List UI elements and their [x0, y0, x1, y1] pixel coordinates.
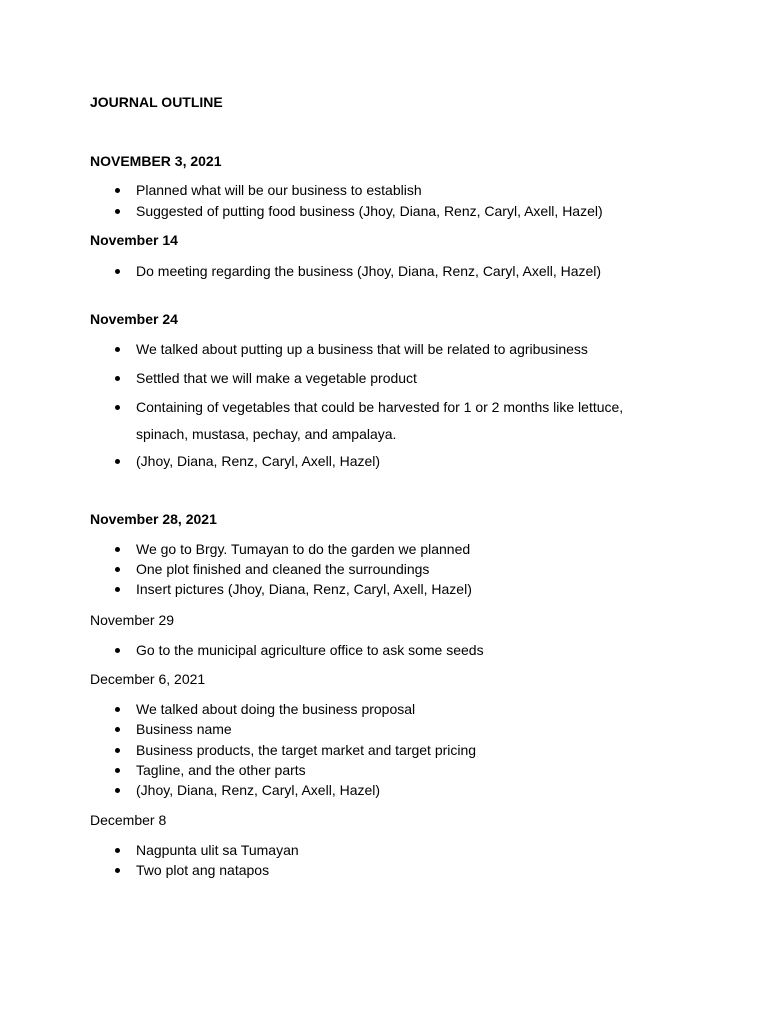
list-item: Planned what will be our business to establish: [136, 182, 422, 198]
list-item: Settled that we will make a vegetable product: [136, 370, 417, 386]
entry-heading-nov-29: November 29: [90, 612, 175, 628]
list-item: (Jhoy, Diana, Renz, Caryl, Axell, Hazel): [136, 782, 381, 798]
entry-heading-dec-6: December 6, 2021: [90, 671, 206, 687]
list-item: Go to the municipal agriculture office to ask some seeds: [136, 642, 484, 658]
list-item: We go to Brgy. Tumayan to do the garden we planned: [136, 541, 471, 557]
list-item: (Jhoy, Diana, Renz, Caryl, Axell, Hazel): [136, 453, 381, 469]
entry-heading-nov-24: November 24: [90, 311, 178, 327]
list-item: Do meeting regarding the business (Jhoy, Diana, Renz, Caryl, Axell, Hazel): [136, 263, 602, 279]
entry-heading-nov-14: November 14: [90, 232, 178, 248]
list-item: Two plot ang natapos: [136, 862, 270, 878]
list-item: We talked about doing the business proposal: [136, 701, 416, 717]
list-item: Containing of vegetables that could be harvested for 1 or 2 months like lettuce,: [136, 399, 624, 415]
list-item: Business name: [136, 721, 232, 737]
document-title: JOURNAL OUTLINE: [90, 94, 223, 110]
list-item: Suggested of putting food business (Jhoy, Diana, Renz, Caryl, Axell, Hazel): [136, 203, 603, 219]
entry-heading-dec-8: December 8: [90, 812, 167, 828]
list-item: Nagpunta ulit sa Tumayan: [136, 842, 299, 858]
entry-heading-nov-3: NOVEMBER 3, 2021: [90, 153, 222, 169]
list-item-continuation: spinach, mustasa, pechay, and ampalaya.: [136, 426, 397, 442]
list-item: We talked about putting up a business that will be related to agribusiness: [136, 341, 588, 357]
list-item: Business products, the target market and target pricing: [136, 742, 477, 758]
entry-heading-nov-28: November 28, 2021: [90, 511, 217, 527]
list-item: Insert pictures (Jhoy, Diana, Renz, Caryl, Axell, Hazel): [136, 581, 472, 597]
list-item: One plot finished and cleaned the surroundings: [136, 561, 430, 577]
list-item: Tagline, and the other parts: [136, 762, 306, 778]
